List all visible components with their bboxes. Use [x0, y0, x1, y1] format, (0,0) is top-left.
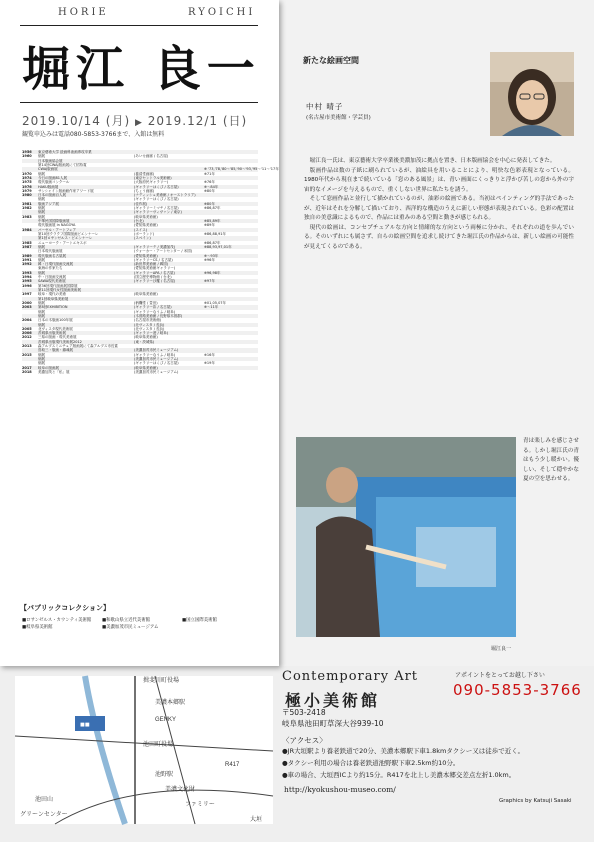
chronology-note: ※85,89年: [204, 219, 221, 223]
chronology-note: ※96年: [204, 257, 215, 262]
chronology-text: 個展: [38, 210, 45, 215]
chronology-venue: (新世界美術館 / 韓国): [134, 262, 169, 267]
chronology-year: 1970: [22, 171, 32, 176]
chronology-venue: (ギャラリーはくび / 名古屋): [134, 361, 179, 366]
romaji-family: HORIE: [58, 7, 109, 18]
chronology-text: 森アルプスミニチュア版画展にて森アルプス市長賞: [38, 344, 118, 349]
chronology-year: 2015: [22, 352, 32, 357]
appointment-note: アポイントをとってお越し下さい: [455, 672, 545, 679]
chronology-text: 日本の木版画100年展: [38, 318, 73, 323]
chronology-text: 個展: [38, 357, 45, 361]
chronology-venue: (ナディッシュ美術館 / オーストラリア): [134, 193, 196, 198]
map-label: 美濃文化財: [165, 787, 196, 793]
chronology-year: 1984: [22, 227, 32, 232]
romaji-given: RYOICHI: [188, 7, 256, 18]
chronology-text: 第11回現代女性版画美術展: [38, 288, 81, 292]
chronology-text: 岐阜の版画展: [38, 365, 59, 370]
chronology-note: ※01,05,07年: [204, 300, 227, 305]
website-link[interactable]: http://kyokushou-museo.com/: [284, 785, 396, 794]
map-label: GENKY: [155, 717, 177, 723]
chronology-note: ※71年: [204, 171, 215, 176]
chronology-text: 第10回クラクフ国際版画ビエンナーレ: [38, 231, 99, 236]
divider: [20, 25, 258, 26]
chronology-venue: (養清堂画廊): [134, 171, 155, 176]
map-label: 池田町役場: [143, 742, 174, 748]
chronology-venue: (佳作展): [134, 201, 148, 206]
chronology-venue: (ギャラリー遊 / 岐阜): [134, 331, 169, 336]
chronology-venue: (美濃加茂市民ミュージアム): [134, 369, 179, 374]
chronology-text: 東京藝術大学 絵画科油画専攻卒業: [38, 150, 92, 154]
chronology-year: 1985: [22, 240, 32, 245]
chronology-text: 個展: [38, 352, 45, 357]
chronology-text: 第8回EXHIBITION: [38, 305, 68, 310]
chronology-text: 個展: [38, 154, 45, 159]
collection-item: ■美濃加茂市民ミュージアム: [102, 625, 159, 630]
chronology-year: 1994: [22, 275, 32, 280]
chronology-year: 1956: [22, 150, 32, 154]
map-label: 池田山: [35, 797, 54, 803]
access-map: [15, 676, 273, 824]
divider: [20, 102, 258, 103]
map-label: R417: [225, 762, 240, 768]
chronology-venue: (東京セントラル美術館): [134, 175, 172, 180]
chronology-venue: (台北): [134, 219, 144, 223]
chronology-year: 1996: [22, 283, 32, 288]
chronology-note: ※80年: [204, 188, 215, 193]
chronology-note: ※96,98年: [204, 270, 221, 275]
chronology-venue: (木曽路美術館 / 長野県木曽郡): [134, 313, 183, 318]
chronology-year: 2006: [22, 331, 32, 336]
chronology-year: 1982: [22, 206, 32, 211]
chronology-note: ※80年: [204, 201, 215, 206]
chronology-venue: (北ヴィスタ / 長浜): [134, 326, 165, 331]
chronology-text: 第36回現代版画展国際展: [38, 283, 78, 288]
access-heading: 〈アクセス〉: [282, 736, 327, 745]
chronology-note: ※88,93,97,01年: [204, 244, 232, 249]
chronology-text: ニューヨーク・アートエキスポ: [38, 240, 87, 245]
essay-paragraph: 版画作品は数の子紙に刷られているが、油絵具を用いることにより、明快な色彩表現となっている。1980年代から現在まで続いている「窓のある風景」は、青い画面にくっきりと浮かび苦しの窓から外の宇宙的なイメージを与えるもので、重くしない世界に私たちを誘う。: [304, 167, 574, 193]
access-item: ●タクシー利用の場合は養老鉄道池野駅下車2.5km約10分。: [282, 759, 460, 767]
chronology-year: 2005: [22, 326, 32, 331]
map-label: 美濃本郷駅: [155, 700, 186, 706]
chronology-venue: (ギャラリーミマチ / 名古屋): [134, 206, 179, 211]
chronology-note: [204, 370, 258, 374]
artist-name: 堀江 良一: [22, 41, 261, 97]
chronology-note: ※〜11年: [204, 305, 219, 310]
author-portrait: [490, 52, 574, 136]
chronology-year: 1980: [22, 193, 32, 198]
collection-item: ■和歌山県立近代美術館: [102, 618, 151, 623]
chronology-text: 美濃加茂と「私」展: [38, 369, 70, 374]
chronology-text: CWAJ版画展: [38, 167, 58, 172]
map-label: ファミリー: [185, 802, 215, 808]
chronology-year: 2003: [22, 305, 32, 310]
chronology-venue: (ウォーカー・アートセンター / 米国): [134, 249, 193, 254]
chronology-venue: (ちょう画廊): [134, 188, 155, 193]
collection-list: [22, 617, 262, 631]
chronology-text: 第1回岐阜県美術展: [38, 296, 69, 301]
phone-number: 090-5853-3766: [453, 681, 582, 699]
chronology-text: HAKU版画展: [38, 184, 59, 189]
chronology-venue: (岐阜県美術館): [134, 292, 158, 297]
chronology-text: 個展: [38, 300, 45, 305]
chronology-venue: (美濃加茂市民ミュージアム): [134, 348, 179, 353]
essay-author: 中村 晴子: [306, 102, 344, 111]
author-affiliation: (名古屋市美術館・学芸員): [306, 115, 371, 121]
collection-item: ■岐阜県美術館: [22, 625, 53, 630]
chronology-note: ※86,87年: [204, 206, 221, 211]
chronology-year: 2012: [22, 335, 32, 340]
chronology-text: 現代版画コンクール: [38, 180, 70, 185]
chronology-text: 韓・日現代版画交流展: [38, 262, 73, 267]
museum-marker: ■■: [80, 720, 90, 729]
start-date: 2019.10/14: [22, 114, 101, 128]
map-label: グリーンセンター: [20, 812, 68, 818]
chronology-text: 岐阜・現代の美術: [38, 292, 66, 297]
chronology-venue: (ギャラリーテ / 美濃加茂): [134, 244, 176, 249]
chronology-text: 個展: [38, 171, 45, 176]
artist-sheet: [0, 0, 279, 666]
chronology-text: 個展: [38, 313, 45, 318]
chronology-note: ※〜84年: [204, 184, 219, 189]
chronology-venue: (国立歴史博物館 / 台北): [134, 275, 172, 280]
essay-paragraph: 堀江良一氏は、東京藝術大学卒業後美濃加茂に拠点を置き、日本版画協会を中心に発表してきた。: [309, 158, 556, 164]
play-arrow-icon: ▶: [134, 118, 143, 128]
address-block: [282, 707, 384, 729]
essay-paragraph: 現代の絵画は、コンセプチュアルな方向と情緒的な方向という両極に分かれ、それぞれの道を歩んでいる。そのいずれにも属さず、自らの絵画空間を追求し続けてきた堀江氏の作品からは、新しい絵画の可能性が見えてくるのである。: [304, 224, 574, 250]
chronology-venue: (北ヴィスタ / 長浜): [134, 322, 165, 327]
chronology-text: 中華民国国際版画展: [38, 219, 70, 223]
chronology-venue: (ギャラリー彩 / 名古屋): [134, 305, 172, 310]
chronology-text: 個展: [38, 257, 45, 262]
collection-item: ■ロサンゼルス・カウンティ美術館: [22, 618, 92, 623]
chronology-venue: (東・茨城県): [134, 339, 155, 344]
chronology-year: 1989: [22, 253, 32, 258]
chronology-note: ※76年: [204, 180, 215, 185]
chronology-venue: (ギャラリーはくび / 名古屋): [134, 184, 179, 189]
chronology-year: 2013: [22, 344, 32, 349]
chronology-text: 三県の版画・現代美術展: [38, 335, 77, 340]
chronology-venue: (ギャラリーヴィヴァン / 東京): [134, 210, 182, 215]
chronology-venue: (ギャラリーなうふ / 岐阜): [134, 352, 176, 357]
access-item: ●車の場合、大垣西ICより約15分。R417を北上し美濃本郷交差点左折1.0km。: [282, 771, 516, 779]
chronology-year: 2017: [22, 365, 32, 370]
chronology-year: 1991: [22, 257, 32, 262]
start-day: (月): [105, 114, 131, 128]
chronology-year: 2000: [22, 300, 32, 305]
chronology-venue: (愛知県美術館ギャラリー): [134, 266, 176, 271]
chronology-table: [22, 150, 279, 374]
chronology-year: 1975: [22, 180, 32, 185]
chronology-year: 1979: [22, 188, 32, 193]
chronology-year: 1997: [22, 292, 32, 297]
chronology-text: 個展: [38, 197, 45, 202]
chronology-text: 茨城県出版現代美術展2012: [38, 339, 82, 344]
chronology-text: 個展: [38, 270, 45, 275]
chronology-year: 1993: [22, 270, 32, 275]
chronology-year: 1995: [22, 279, 32, 284]
admission-notice: 観覧申込みは電話080-5853-3766まで、入館は無料: [22, 131, 165, 138]
chronology-text: 中・日版画交流展: [38, 275, 66, 280]
chronology-note: ※16年: [204, 352, 215, 357]
chronology-venue: (ギャラリーAPA / 名古屋): [134, 270, 175, 275]
chronology-text: 個展: [38, 322, 45, 327]
chronology-text: 個展: [38, 309, 45, 314]
exhibition-dates: [22, 112, 247, 129]
collection-heading: 【パブリックコレクション】: [20, 604, 111, 612]
chronology-venue: (ギャラリーはくび / 名古屋): [134, 197, 179, 202]
chronology-text: 第14回CWAJ版画展にて招待賞: [38, 162, 87, 167]
museum-name-en: Contemporary Art: [282, 669, 419, 684]
chronology-note: ※〜93年: [204, 253, 219, 258]
essay-body: [304, 157, 574, 252]
chronology-text: 個展: [38, 244, 45, 249]
chronology-venue: (ポーランド): [134, 231, 155, 236]
chronology-venue: (岐阜県美術館): [134, 214, 158, 219]
map-label: 揖斐川町役場: [143, 678, 180, 684]
chronology-text: 東海の作家たち: [38, 266, 63, 271]
chronology-text: 個展: [38, 206, 45, 211]
chronology-note: ※97年: [204, 279, 215, 284]
chronology-year: 2018: [22, 369, 32, 374]
end-day: (日): [222, 114, 248, 128]
chronology-venue: (愛知県美術館): [134, 253, 158, 258]
access-list: [282, 745, 524, 781]
chronology-text: 現代版画名古屋展: [38, 253, 66, 258]
chronology-text: 茨城県出版美術展: [38, 331, 66, 336]
chronology-venue: (スイス): [134, 227, 148, 232]
chronology-row: [22, 370, 258, 374]
chronology-text: 第1回ロサンゼルス・ビエンナーレ: [38, 236, 93, 241]
chronology-venue: (名古屋市美術館): [134, 318, 162, 323]
chronology-text: 日本の版画百人展: [38, 193, 66, 198]
chronology-venue: (スペイン): [134, 236, 151, 241]
essay-heading: 新たな絵画空間: [303, 56, 359, 65]
chronology-year: 1983: [22, 214, 32, 219]
chronology-note: ※ '73,'78,'80〜'85,'90〜'93,'95〜'11〜'17年: [204, 167, 279, 172]
chronology-year: 1960: [22, 154, 32, 159]
photo-caption: 堀江良一: [491, 646, 512, 652]
chronology-year: 1981: [22, 201, 32, 206]
chronology-text: 個展: [38, 214, 45, 219]
museum-name-ja: 極小美術館: [285, 691, 381, 710]
chronology-venue: (ギャラリー沙羅 / 名古屋): [134, 279, 176, 284]
chronology-venue: (ギャラリーCS / 名古屋): [134, 257, 173, 262]
chronology-venue: (岐阜県美術館): [134, 365, 158, 370]
collection-item: ■国立国際美術館: [182, 618, 217, 623]
chronology-note: ※86,87年: [204, 240, 221, 245]
chronology-text: 日本版画協会展: [38, 158, 63, 163]
chronology-venue: (岐阜県美術館): [134, 335, 158, 340]
artist-photo: [296, 437, 516, 637]
chronology-venue: (ギャラリーなうふ / 岐阜): [134, 309, 176, 314]
essay-side-column: 青は楽しみを感じさせる。しかし堀江氏の青はもう少し暖かい。優しい、そして穏やかな夏の空を思わせる。: [523, 438, 579, 483]
chronology-year: 1987: [22, 244, 32, 249]
chronology-text: バーゼル・アートフェア: [38, 227, 77, 232]
end-date: 2019.12/1: [147, 114, 219, 128]
chronology-text: 北ヴィスタ現代美術展: [38, 326, 73, 331]
route-marker: 417: [220, 739, 232, 746]
chronology-venue: (あいせ画廊 / 名古屋): [134, 154, 169, 159]
address: 岐阜県池田町草深大谷939-10: [282, 719, 384, 728]
map-label: 池野駅: [155, 772, 174, 778]
chronology-text: 現代版画展 in NAGOYA: [38, 223, 76, 228]
chronology-text: 個展: [38, 361, 45, 366]
chronology-text: サンシャイン版画館作家アワード展: [38, 188, 94, 193]
chronology-text: SAWA現代美術展: [38, 279, 66, 284]
chronology-venue: (柄欄堂 / 豊田): [134, 300, 158, 305]
chronology-year: 2004: [22, 318, 32, 323]
chronology-text: 鳥取三・版画・鎮魂展: [38, 348, 73, 353]
postcode: 〒503-2418: [282, 708, 326, 717]
map-label: 大垣: [250, 817, 263, 823]
chronology-year: 1976: [22, 184, 32, 189]
chronology-text: 版画アジア展: [38, 201, 59, 206]
chronology-venue: (美濃加茂市民ミュージアム): [134, 357, 179, 361]
chronology-note: ※89年: [204, 223, 215, 228]
essay-paragraph: そして窓画作品と並行して描かれているのが、油彩の絵画である。当初はペインティング的手法であったが、近年はそれを分解して描いており、西洋的な構造のうえに新しい形態が表現されている。色彩の配置は独自の美意識によるもので、作品には重みのある空間と動きが感じられる。: [304, 196, 574, 222]
chronology-year: 1974: [22, 175, 32, 180]
chronology-venue: (愛知県美術館): [134, 223, 158, 228]
chronology-venue: (大阪府民ギャラリー): [134, 180, 169, 185]
graphics-credit: Graphics by Katsuji Sasaki: [499, 798, 572, 804]
chronology-year: 1992: [22, 262, 32, 267]
chronology-text: 今日の版画81人展: [38, 175, 67, 180]
chronology-note: ※86,88,91年: [204, 231, 227, 236]
chronology-note: ※19年: [204, 361, 215, 366]
access-item: ●JR大垣駅より養老鉄道で20分、美濃本郷駅下車1.8kmタクシー又は徒歩で近く。: [282, 747, 525, 755]
chronology-text: 日本現代版画展: [38, 249, 63, 254]
